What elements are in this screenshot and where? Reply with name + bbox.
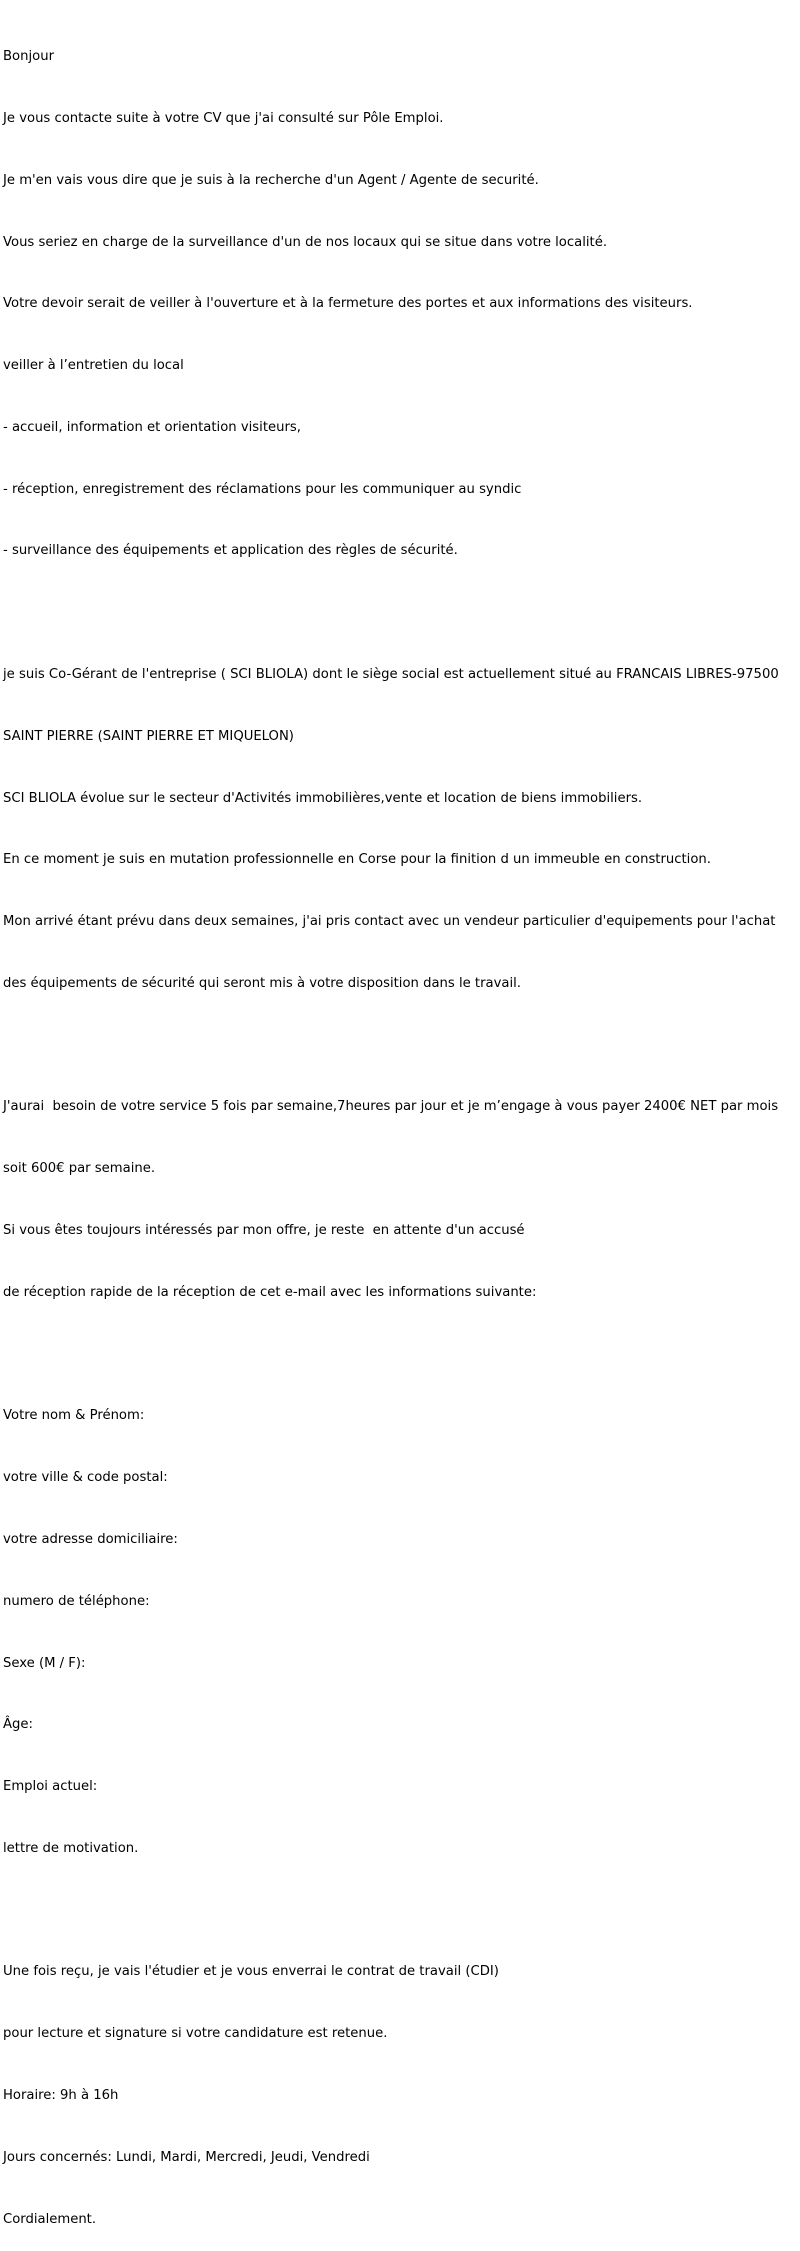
text-line: Si vous êtes toujours intéressés par mon offre, je reste en attente d'un accusé [3, 1223, 525, 1239]
form-field-label: numero de téléphone: [3, 1593, 150, 1609]
text-line: Je m'en vais vous dire que je suis à la recherche d'un Agent / Agente de securité. [3, 172, 539, 188]
text-line: de réception rapide de la réception de cet e-mail avec les informations suivante: [3, 1284, 537, 1300]
closing: Cordialement. [3, 2211, 97, 2227]
form-field-label: votre ville & code postal: [3, 1470, 168, 1486]
schedule-hours: Horaire: 9h à 16h [3, 2087, 119, 2103]
form-field-label: Sexe (M / F): [3, 1655, 86, 1671]
email-body [3, 6, 797, 2251]
text-line: pour lecture et signature si votre candidature est retenue. [3, 2026, 388, 2042]
text-line: Mon arrivé étant prévu dans deux semaines, j'ai pris contact avec un vendeur particulier d'equipements pour l'achat [3, 914, 776, 930]
text-line: des équipements de sécurité qui seront mis à votre disposition dans le travail. [3, 975, 521, 991]
form-field-label: Emploi actuel: [3, 1779, 98, 1795]
text-line: Je vous contacte suite à votre CV que j'ai consulté sur Pôle Emploi. [3, 110, 444, 126]
duty-list-item: - réception, enregistrement des réclamations pour les communiquer au syndic [3, 481, 522, 497]
text-line: Votre devoir serait de veiller à l'ouverture et à la fermeture des portes et aux informations des visiteurs. [3, 296, 693, 312]
text-line: Une fois reçu, je vais l'étudier et je vous enverrai le contrat de travail (CDI) [3, 1964, 499, 1980]
form-field-label: Âge: [3, 1717, 33, 1733]
text-line: veiller à l’entretien du local [3, 358, 184, 374]
text-line: J'aurai besoin de votre service 5 fois par semaine,7heures par jour et je m’engage à vous payer 2400€ NET par mois [3, 1099, 779, 1115]
greeting: Bonjour [3, 49, 54, 65]
text-line: SCI BLIOLA évolue sur le secteur d'Activités immobilières,vente et location de biens immobiliers. [3, 790, 643, 806]
text-line: SAINT PIERRE (SAINT PIERRE ET MIQUELON) [3, 728, 294, 744]
paragraph-gap [3, 603, 797, 624]
paragraph-gap [3, 1345, 797, 1366]
text-line: En ce moment je suis en mutation professionnelle en Corse pour la finition d un immeuble en construction. [3, 852, 711, 868]
form-field-label: votre adresse domiciliaire: [3, 1531, 178, 1547]
form-field-label: lettre de motivation. [3, 1840, 139, 1856]
text-line: je suis Co-Gérant de l'entreprise ( SCI BLIOLA) dont le siège social est actuellement situé au FRANCAIS LIBRES-97500 [3, 667, 779, 682]
text-line: Vous seriez en charge de la surveillance d'un de nos locaux qui se situe dans votre localité. [3, 234, 608, 250]
paragraph-gap [3, 1036, 797, 1057]
text-line: soit 600€ par semaine. [3, 1161, 156, 1177]
form-field-label: Votre nom & Prénom: [3, 1408, 145, 1424]
duty-list-item: - accueil, information et orientation visiteurs, [3, 419, 301, 435]
duty-list-item: - surveillance des équipements et application des règles de sécurité. [3, 543, 458, 559]
paragraph-gap [3, 1901, 797, 1922]
schedule-days: Jours concernés: Lundi, Mardi, Mercredi, Jeudi, Vendredi [3, 2149, 370, 2165]
